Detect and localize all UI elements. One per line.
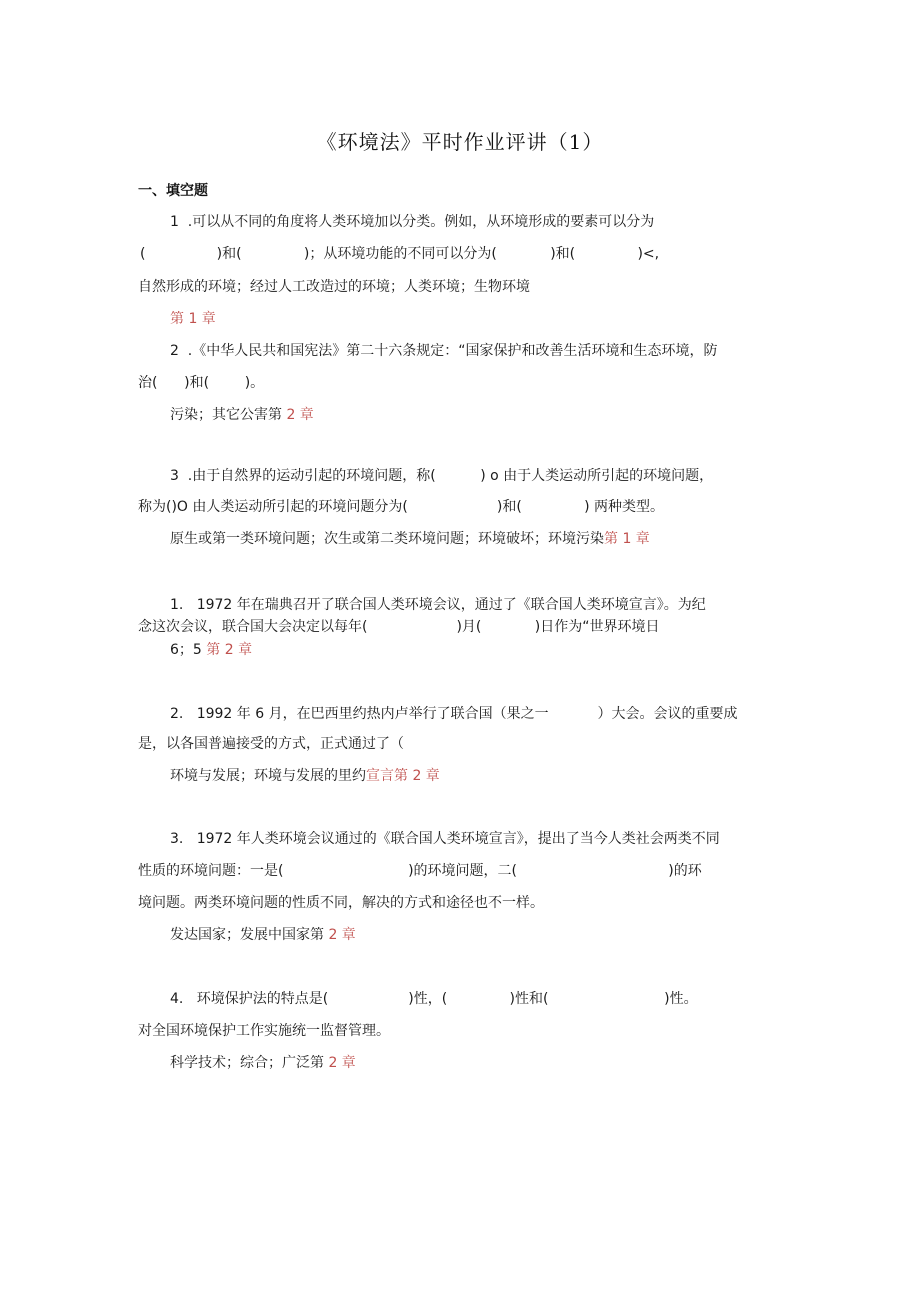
text-line bbox=[138, 894, 544, 912]
chapter-reference: 第 1 章 bbox=[604, 531, 650, 547]
section-heading: 一、填空题 bbox=[138, 183, 208, 199]
line-text: 环境与发展；环境与发展的里约 bbox=[170, 768, 366, 784]
text-line bbox=[170, 530, 650, 548]
text-line bbox=[170, 641, 252, 659]
text-line bbox=[138, 374, 264, 392]
text-line bbox=[170, 926, 356, 944]
line-text: 4. 环境保护法的特点是( )性，( )性和( )性。 bbox=[170, 991, 698, 1007]
line-text: 原生或第一类环境问题；次生或第二类环境问题；环境破坏；环境污染 bbox=[170, 531, 604, 547]
text-line bbox=[170, 767, 440, 785]
text-line bbox=[170, 213, 654, 231]
text-line bbox=[138, 278, 530, 296]
line-text: 1 .可以从不同的角度将人类环境加以分类。例如，从环境形成的要素可以分为 bbox=[170, 214, 655, 230]
text-line bbox=[170, 342, 718, 360]
text-line bbox=[138, 1022, 390, 1040]
line-text: 治( )和( )。 bbox=[138, 375, 265, 391]
text-line bbox=[170, 467, 713, 485]
text-line bbox=[138, 735, 404, 753]
line-text: 3 .由于自然界的运动引起的环境问题，称( ) o 由于人类运动所引起的环境问题， bbox=[170, 468, 714, 484]
line-text: 是，以各国普遍接受的方式，正式通过了（ bbox=[138, 736, 404, 752]
line-text: 对全国环境保护工作实施统一监督管理。 bbox=[138, 1023, 390, 1039]
chapter-reference: 2 章 bbox=[328, 1055, 356, 1071]
chapter-reference: 2 章 bbox=[286, 407, 314, 423]
line-text: 1. 1972 年在瑞典召开了联合国人类环境会议，通过了《联合国人类环境宣言》。为纪 bbox=[170, 597, 706, 613]
page-title: 《环境法》平时作业评讲（1） bbox=[316, 130, 604, 154]
text-line bbox=[170, 406, 314, 424]
text-line bbox=[138, 618, 660, 636]
line-text: 6；5 bbox=[170, 642, 207, 658]
line-text: 念这次会议，联合国大会决定以每年( )月( )日作为“世界环境日 bbox=[138, 619, 660, 635]
text-line bbox=[170, 1054, 356, 1072]
line-text: 发达国家；发展中国家第 bbox=[170, 927, 329, 943]
line-text: 污染；其它公害第 bbox=[170, 407, 287, 423]
text-line bbox=[140, 245, 659, 263]
chapter-reference: 第 2 章 bbox=[206, 642, 253, 658]
line-text: 称为()O 由人类运动所引起的环境问题分为( )和( ) 两种类型。 bbox=[138, 499, 664, 515]
text-line bbox=[138, 862, 702, 880]
line-text: 境问题。两类环境问题的性质不同，解决的方式和途径也不一样。 bbox=[138, 895, 544, 911]
line-text: 性质的环境问题：一是( )的环境问题，二( )的环 bbox=[138, 863, 702, 879]
text-line bbox=[170, 310, 216, 328]
chapter-reference: 2 章 bbox=[328, 927, 356, 943]
text-line bbox=[170, 705, 738, 723]
line-text: 2 .《中华人民共和国宪法》第二十六条规定：“国家保护和改善生活环境和生态环境，防 bbox=[170, 343, 718, 359]
text-line bbox=[170, 830, 720, 848]
line-text: 3. 1972 年人类环境会议通过的《联合国人类环境宣言》，提出了当今人类社会两类不同 bbox=[170, 831, 720, 847]
line-text: ( )和( )；从环境功能的不同可以分为( )和( )<, bbox=[140, 246, 660, 262]
line-text: 第 1 章 bbox=[170, 311, 216, 327]
text-line bbox=[170, 990, 698, 1008]
line-text: 科学技术；综合；广泛第 bbox=[170, 1055, 329, 1071]
line-text: 2. 1992 年 6 月，在巴西里约热内卢举行了联合国（果之一 ）大会。会议的重要成 bbox=[170, 706, 738, 722]
chapter-reference: 宣言第 2 章 bbox=[366, 768, 440, 784]
line-text: 自然形成的环境；经过人工改造过的环境；人类环境；生物环境 bbox=[138, 279, 530, 295]
text-line bbox=[138, 498, 664, 516]
text-line bbox=[170, 596, 706, 614]
